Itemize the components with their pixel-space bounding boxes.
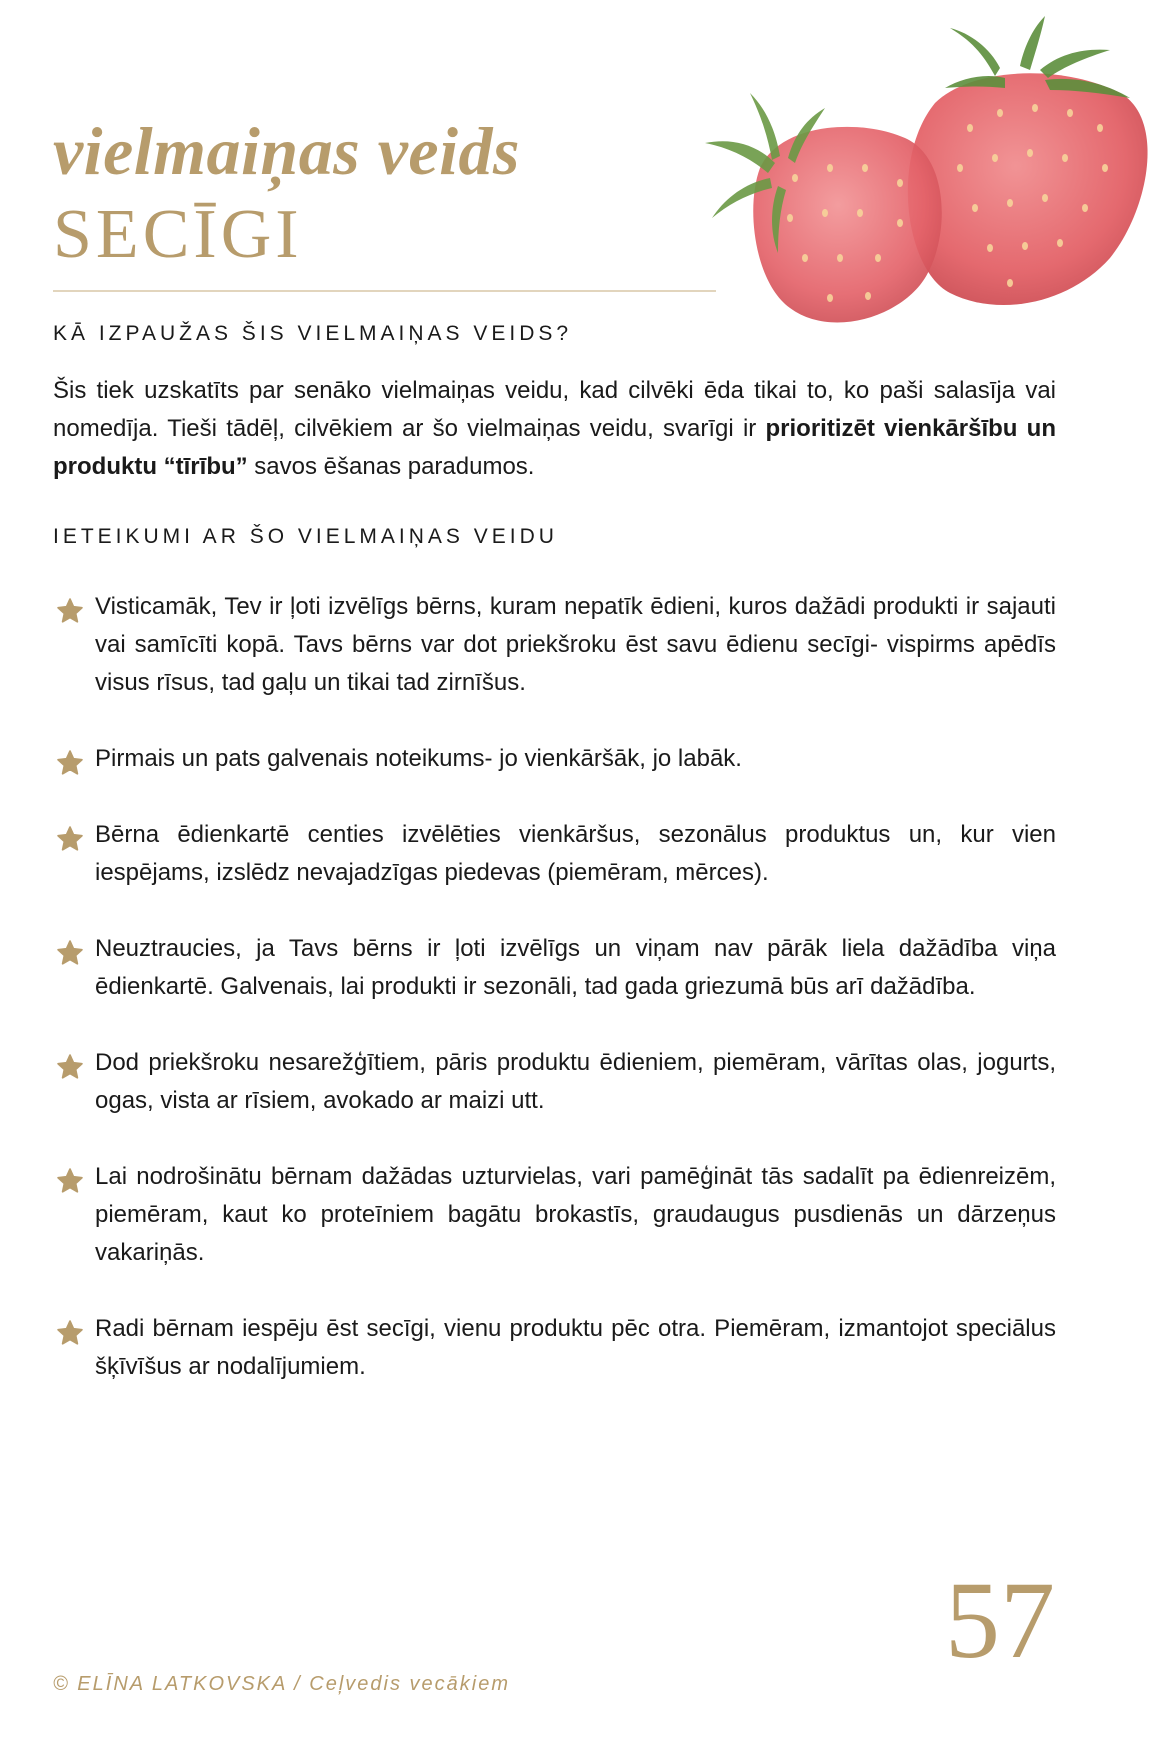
tip-item [53,1158,1056,1272]
tip-text: Visticamāk, Tev ir ļoti izvēlīgs bērns, kuram nepatīk ēdieni, kuros dažādi produkti ir sajauti vai samīcīti kopā. Tavs bērns var dot priekšroku ēst savu ēdienu secīgi- vispirms apēdīs visus rīsus, tad gaļu un tikai tad zirnīšus. [95,593,1056,696]
footer-credit: © ELĪNA LATKOVSKA / Ceļvedis vecākiem [53,1673,511,1695]
tip-text: Lai nodrošinātu bērnam dažādas uzturvielas, vari pamēģināt tās sadalīt pa ēdienreizēm, piemēram, kaut ko proteīniem bagātu brokastīs, graudaugus pusdienās un dārzeņus vakariņās. [95,1163,1056,1266]
tip-text: Pirmais un pats galvenais noteikums- jo vienkāršāk, jo labāk. [95,745,742,772]
strawberries-illustration [700,8,1154,338]
section-heading-tips: IETEIKUMI AR ŠO VIELMAIŅAS VEIDU [53,525,558,548]
star-icon [56,825,84,853]
intro-text-bold: prioritizēt vienkāršību un produktu “tīrību” [53,415,1056,480]
star-icon [56,1167,84,1195]
tip-item [53,816,1056,892]
star-icon [56,1319,84,1347]
tip-item [53,740,1056,778]
title-divider [53,290,716,292]
tip-item [53,588,1056,702]
intro-text-end: savos ēšanas paradumos. [247,453,535,480]
tip-item [53,1310,1056,1386]
tip-text: Radi bērnam iespēju ēst secīgi, vienu produktu pēc otra. Piemēram, izmantojot speciālus šķīvīšus ar nodalījumiem. [95,1315,1056,1380]
tips-list [53,588,1056,1424]
intro-text-start: Šis tiek uzskatīts par senāko vielmaiņas veidu, kad cilvēki ēda tikai to, ko paši salasīja vai nomedīja. Tieši tādēļ, cilvēkiem ar šo vielmaiņas veidu, svarīgi ir [53,377,1056,442]
star-icon [56,1053,84,1081]
section-heading-how: KĀ IZPAUŽAS ŠIS VIELMAIŅAS VEIDS? [53,322,573,345]
tip-text: Dod priekšroku nesarežģītiem, pāris produktu ēdieniem, piemēram, vārītas olas, jogurts, ogas, vista ar rīsiem, avokado ar maizi utt. [95,1049,1056,1114]
tip-item [53,930,1056,1006]
title-caps: SECĪGI [53,196,303,273]
star-icon [56,597,84,625]
title-script: vielmaiņas veids [53,113,520,189]
page-number: 57 [945,1559,1055,1681]
intro-paragraph [53,372,1056,486]
tip-item [53,1044,1056,1120]
star-icon [56,939,84,967]
tip-text: Bērna ēdienkartē centies izvēlēties vienkāršus, sezonālus produktus un, kur vien iespējams, izslēdz nevajadzīgas piedevas (piemēram, mērces). [95,821,1056,886]
tip-text: Neuztraucies, ja Tavs bērns ir ļoti izvēlīgs un viņam nav pārāk liela dažādība viņa ēdienkartē. Galvenais, lai produkti ir sezonāli, tad gada griezumā būs arī dažādība. [95,935,1056,1000]
star-icon [56,749,84,777]
